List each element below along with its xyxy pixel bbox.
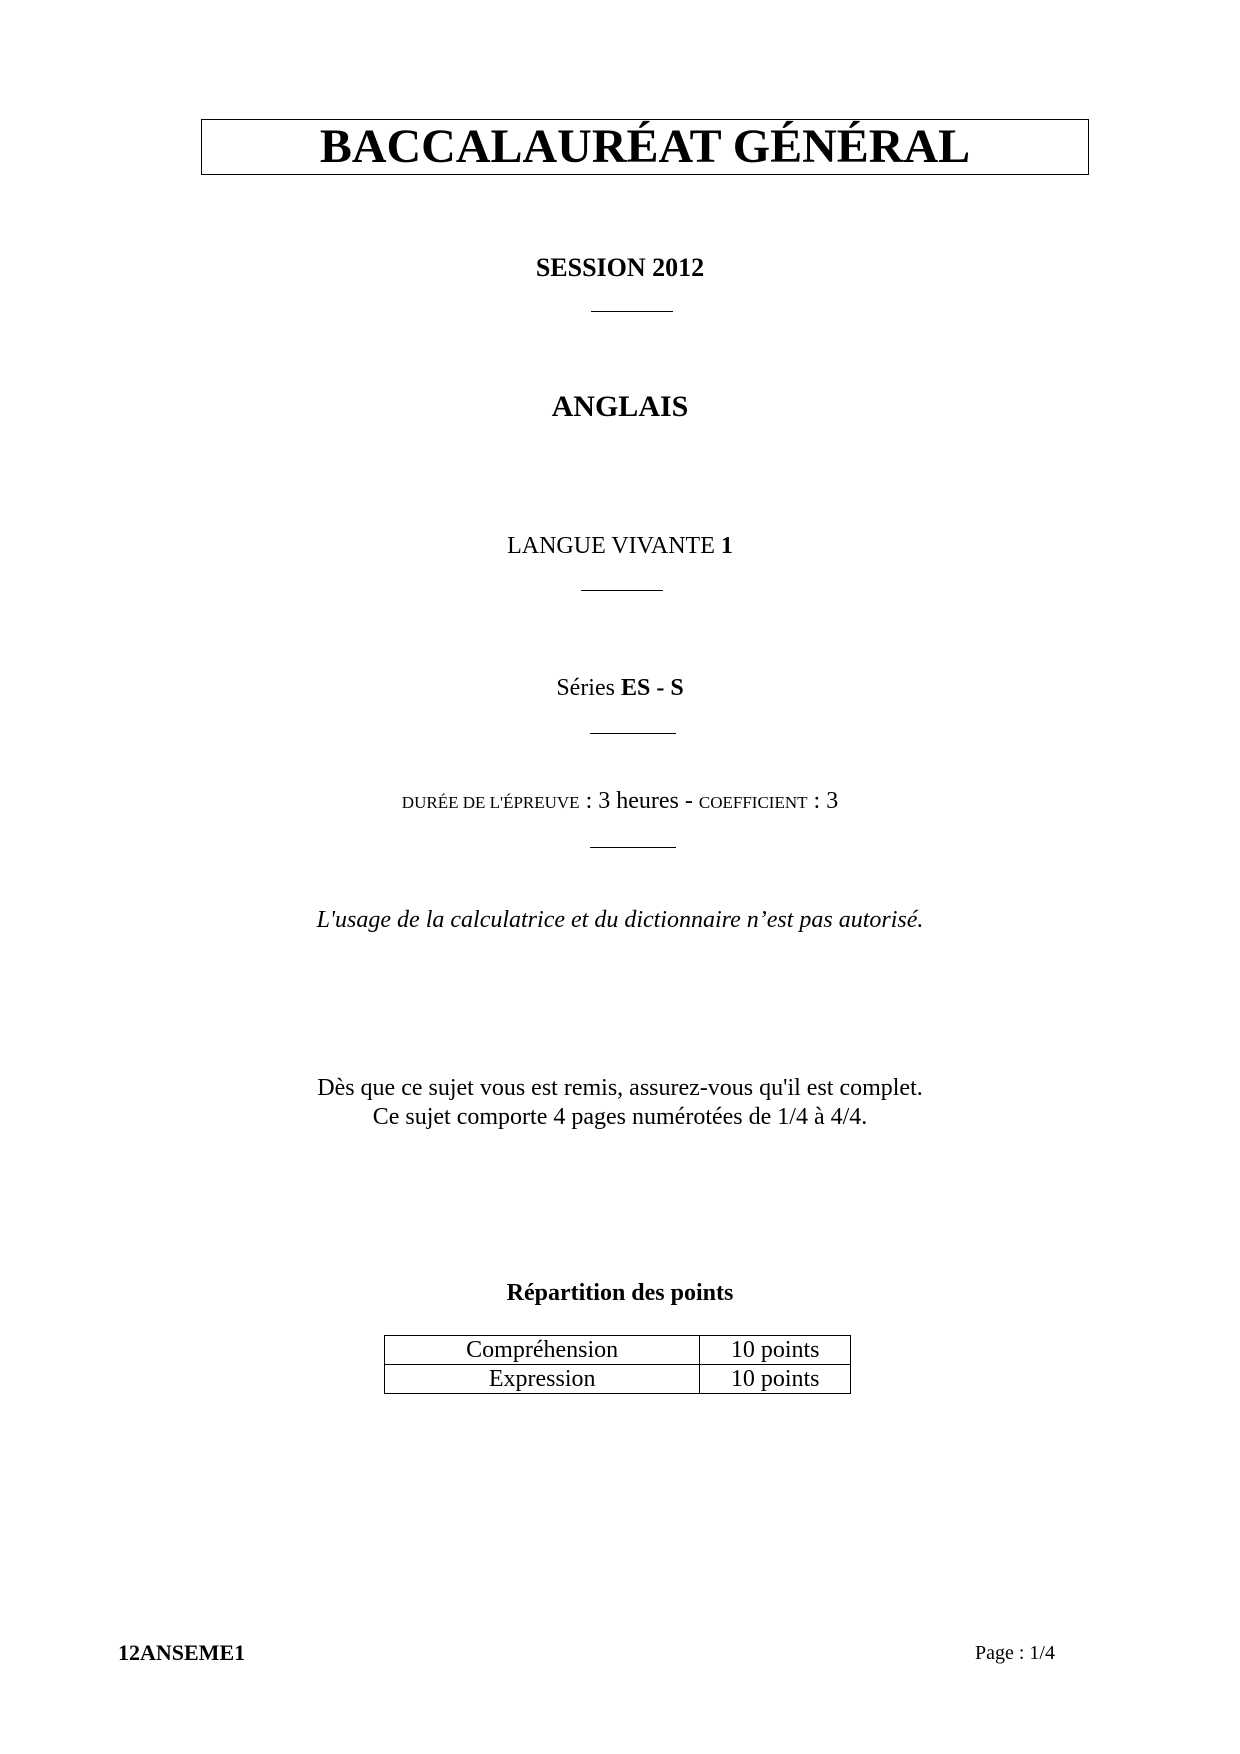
duree-sep2: - <box>678 788 699 814</box>
footer-code: 12ANSEME1 <box>118 1640 246 1665</box>
divider-series <box>590 733 676 734</box>
coefficient-value: 3 <box>826 788 839 814</box>
langue-number: 1 <box>720 533 733 559</box>
series-prefix: Séries <box>556 675 621 701</box>
divider-session <box>591 311 673 312</box>
coefficient-label: COEFFICIENT <box>698 793 808 812</box>
instruction-line-2: Ce sujet comporte 4 pages numérotées de 1/4 à 4/4. <box>372 1104 868 1130</box>
points-table <box>384 1335 851 1394</box>
usage-notice: L'usage de la calculatrice et du dictionnaire n’est pas autorisé. <box>316 907 924 933</box>
duree-value: 3 heures <box>598 788 679 814</box>
points-row-value: 10 points <box>700 1336 851 1365</box>
subject-title: ANGLAIS <box>551 390 689 423</box>
divider-duree <box>590 847 676 848</box>
langue-vivante <box>0 533 1240 560</box>
duree-line <box>0 788 1240 815</box>
duree-sep3: : <box>807 788 827 814</box>
instruction-line-1: Dès que ce sujet vous est remis, assurez-vous qu'il est complet. <box>317 1075 923 1101</box>
title-box <box>201 119 1089 175</box>
points-title: Répartition des points <box>506 1280 734 1306</box>
series-value: ES - S <box>620 675 684 701</box>
points-row-label: Expression <box>385 1365 700 1394</box>
points-row-value: 10 points <box>700 1365 851 1394</box>
table-row <box>385 1365 851 1394</box>
points-row-label: Compréhension <box>385 1336 700 1365</box>
divider-langue <box>581 590 663 591</box>
series-line <box>0 675 1240 702</box>
footer-page-number: Page : 1/4 <box>975 1642 1055 1664</box>
session-label: SESSION 2012 <box>535 253 705 282</box>
table-row <box>385 1336 851 1365</box>
duree-label: DURÉE DE L'ÉPREUVE <box>401 793 580 812</box>
page-title: BACCALAURÉAT GÉNÉRAL <box>319 120 971 173</box>
langue-prefix: LANGUE VIVANTE <box>507 533 721 559</box>
duree-sep1: : <box>579 788 599 814</box>
